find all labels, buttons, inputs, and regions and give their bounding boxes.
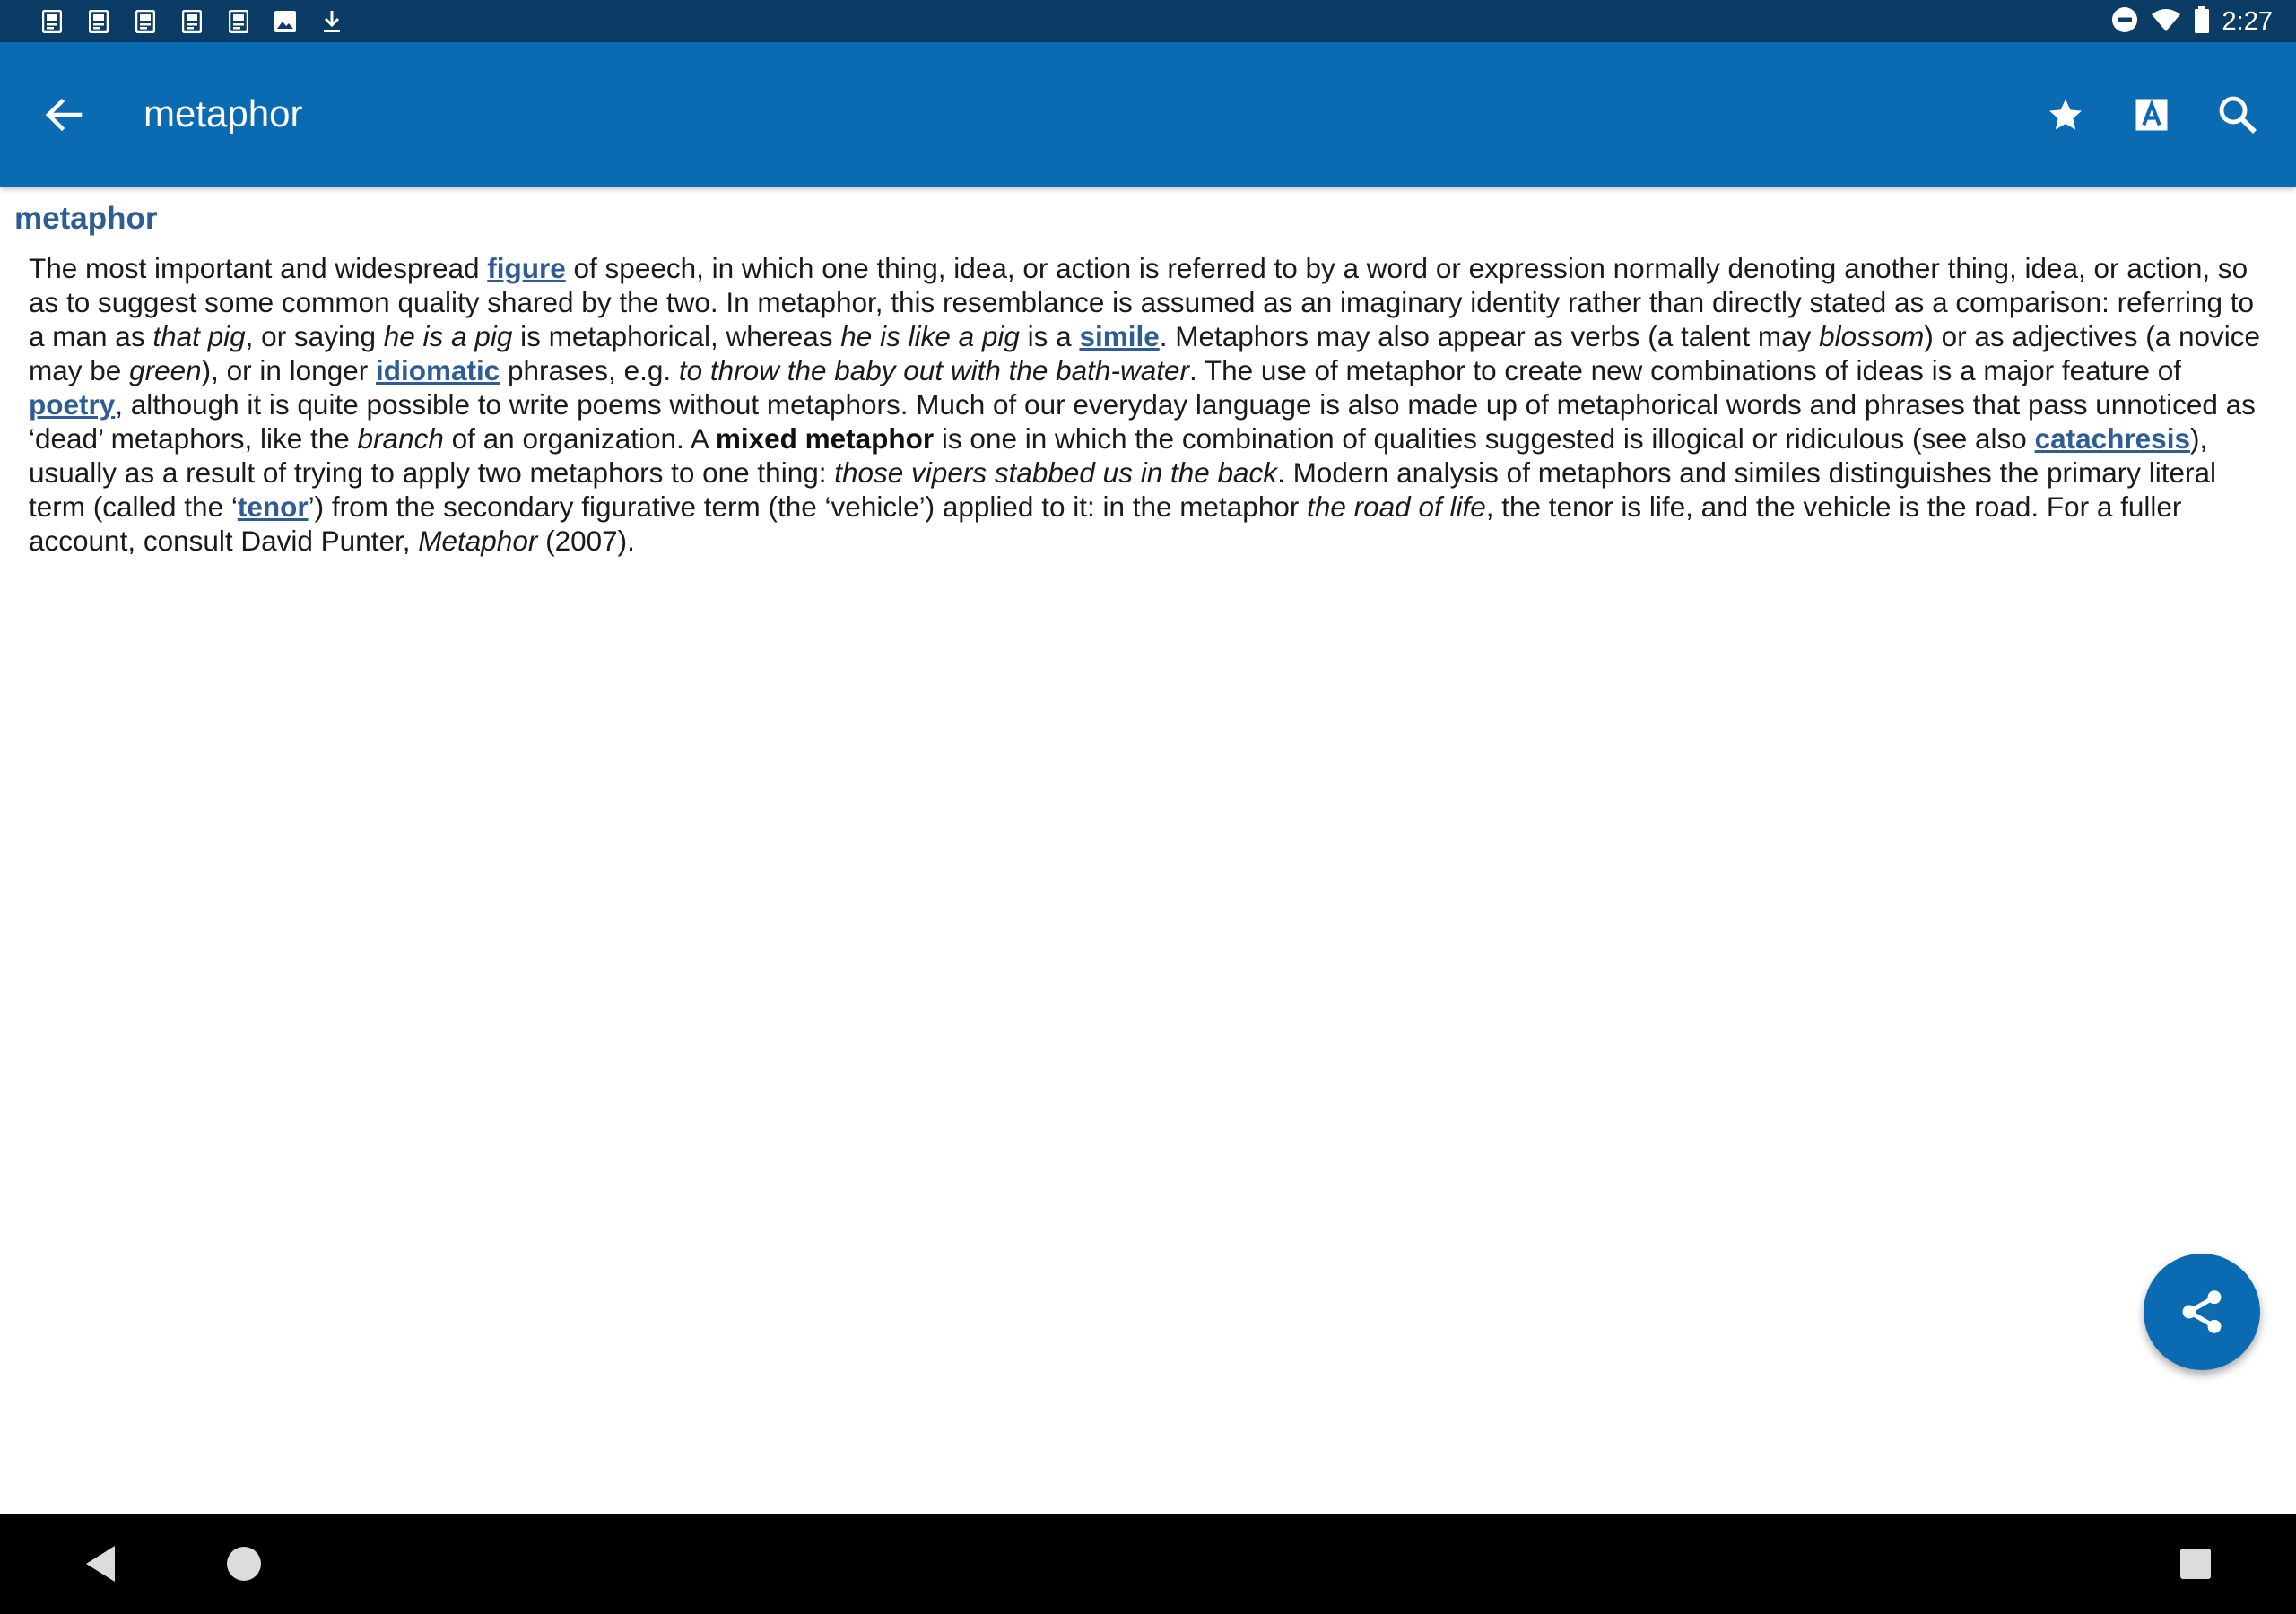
recents-square-icon	[2179, 1547, 2213, 1581]
navigation-bar	[0, 1514, 2296, 1614]
definition-text: of speech, in which one thing, idea, or action is referred to by a word or expression normally denoting another thing, idea, or action, so as to suggest some common quality shared by the two. In metaphor, this resemblance is assumed as an imaginary identity rather than directly stated as a comparison: referring to a man as	[29, 252, 2254, 352]
text-size-icon	[2133, 96, 2170, 134]
italic-example: those vipers stabbed us in the back	[834, 456, 1278, 489]
cross-reference-link[interactable]: tenor	[237, 490, 309, 523]
italic-example: blossom	[1819, 320, 1925, 352]
notification-icons	[36, 5, 348, 38]
entry-definition	[29, 251, 2271, 558]
app-toolbar	[0, 42, 2296, 187]
definition-text: . Metaphors may also appear as verbs (a talent may	[1159, 320, 1820, 352]
share-button[interactable]	[2144, 1254, 2260, 1370]
definition-text: , the tenor is life, and the vehicle is the road. For a fuller account, consult David Punter,	[29, 490, 2182, 557]
cross-reference-link[interactable]: catachresis	[2034, 422, 2190, 455]
search-button[interactable]	[2206, 83, 2269, 146]
news-icon	[129, 5, 161, 38]
image-icon	[269, 5, 301, 38]
news-icon	[36, 5, 68, 38]
bold-term: mixed metaphor	[715, 422, 935, 455]
cross-reference-link[interactable]: figure	[487, 252, 566, 284]
download-icon	[316, 5, 348, 38]
definition-text: ) or as adjectives (a novice may be	[29, 320, 2261, 386]
definition-text: is one in which the combination of qualities suggested is illogical or ridiculous (see also	[934, 422, 2035, 455]
toolbar-title: metaphor	[144, 92, 303, 134]
definition-text: ), or in longer	[201, 354, 376, 386]
entry-content	[0, 187, 2296, 1514]
italic-example: the road of life	[1307, 490, 1486, 523]
italic-example: to throw the baby out with the bath‑water	[678, 354, 1189, 386]
home-circle-icon	[225, 1545, 263, 1583]
definition-text: . Modern analysis of metaphors and similes distinguishes the primary literal term (called the ‘	[29, 456, 2217, 523]
status-bar	[0, 0, 2296, 42]
nav-back-button[interactable]	[74, 1537, 127, 1591]
definition-text: , or saying	[245, 320, 384, 352]
italic-example: he is like a pig	[840, 320, 1020, 352]
do-not-disturb-icon	[2111, 6, 2138, 38]
system-status	[2111, 4, 2273, 39]
italic-example: green	[129, 354, 202, 386]
definition-text: The most important and widespread	[29, 252, 488, 284]
status-time: 2:27	[2222, 6, 2273, 36]
battery-icon	[2194, 6, 2210, 38]
italic-example: branch	[357, 422, 444, 455]
entry-headword: metaphor	[14, 201, 158, 236]
definition-text: is metaphorical, whereas	[512, 320, 841, 352]
cross-reference-link[interactable]: idiomatic	[375, 354, 500, 386]
wifi-icon	[2151, 7, 2181, 37]
definition-text: ’) from the secondary figurative term (the ‘vehicle’) applied to it: in the metaphor	[308, 490, 1308, 523]
share-icon	[2177, 1287, 2227, 1337]
definition-text: , although it is quite possible to write poems without metaphors. Much of our everyday language is also made up of metaphorical words and phrases that pass unnoticed as ‘dead’ metaphors, like the	[29, 388, 2256, 455]
news-icon	[222, 5, 255, 38]
back-triangle-icon	[83, 1544, 118, 1584]
italic-example: Metaphor	[418, 525, 538, 557]
text-size-button[interactable]	[2120, 83, 2183, 146]
back-button[interactable]	[32, 83, 95, 146]
favorite-button[interactable]	[2034, 83, 2097, 146]
definition-text: . The use of metaphor to create new combinations of ideas is a major feature of	[1188, 354, 2181, 386]
nav-recents-button[interactable]	[2169, 1537, 2222, 1591]
news-icon	[83, 5, 115, 38]
nav-home-button[interactable]	[217, 1537, 271, 1591]
italic-example: he is a pig	[383, 320, 513, 352]
news-icon	[176, 5, 208, 38]
definition-text: of an organization. A	[443, 422, 716, 455]
definition-text: (2007).	[537, 525, 635, 557]
italic-example: that pig	[152, 320, 246, 352]
definition-text: ), usually as a result of trying to apply two metaphors to one thing:	[29, 422, 2208, 489]
search-icon	[2216, 93, 2259, 136]
star-icon	[2046, 95, 2085, 134]
cross-reference-link[interactable]: simile	[1079, 320, 1160, 352]
cross-reference-link[interactable]: poetry	[29, 388, 116, 421]
definition-text: phrases, e.g.	[500, 354, 679, 386]
definition-text: is a	[1019, 320, 1080, 352]
arrow-back-icon	[44, 97, 83, 133]
